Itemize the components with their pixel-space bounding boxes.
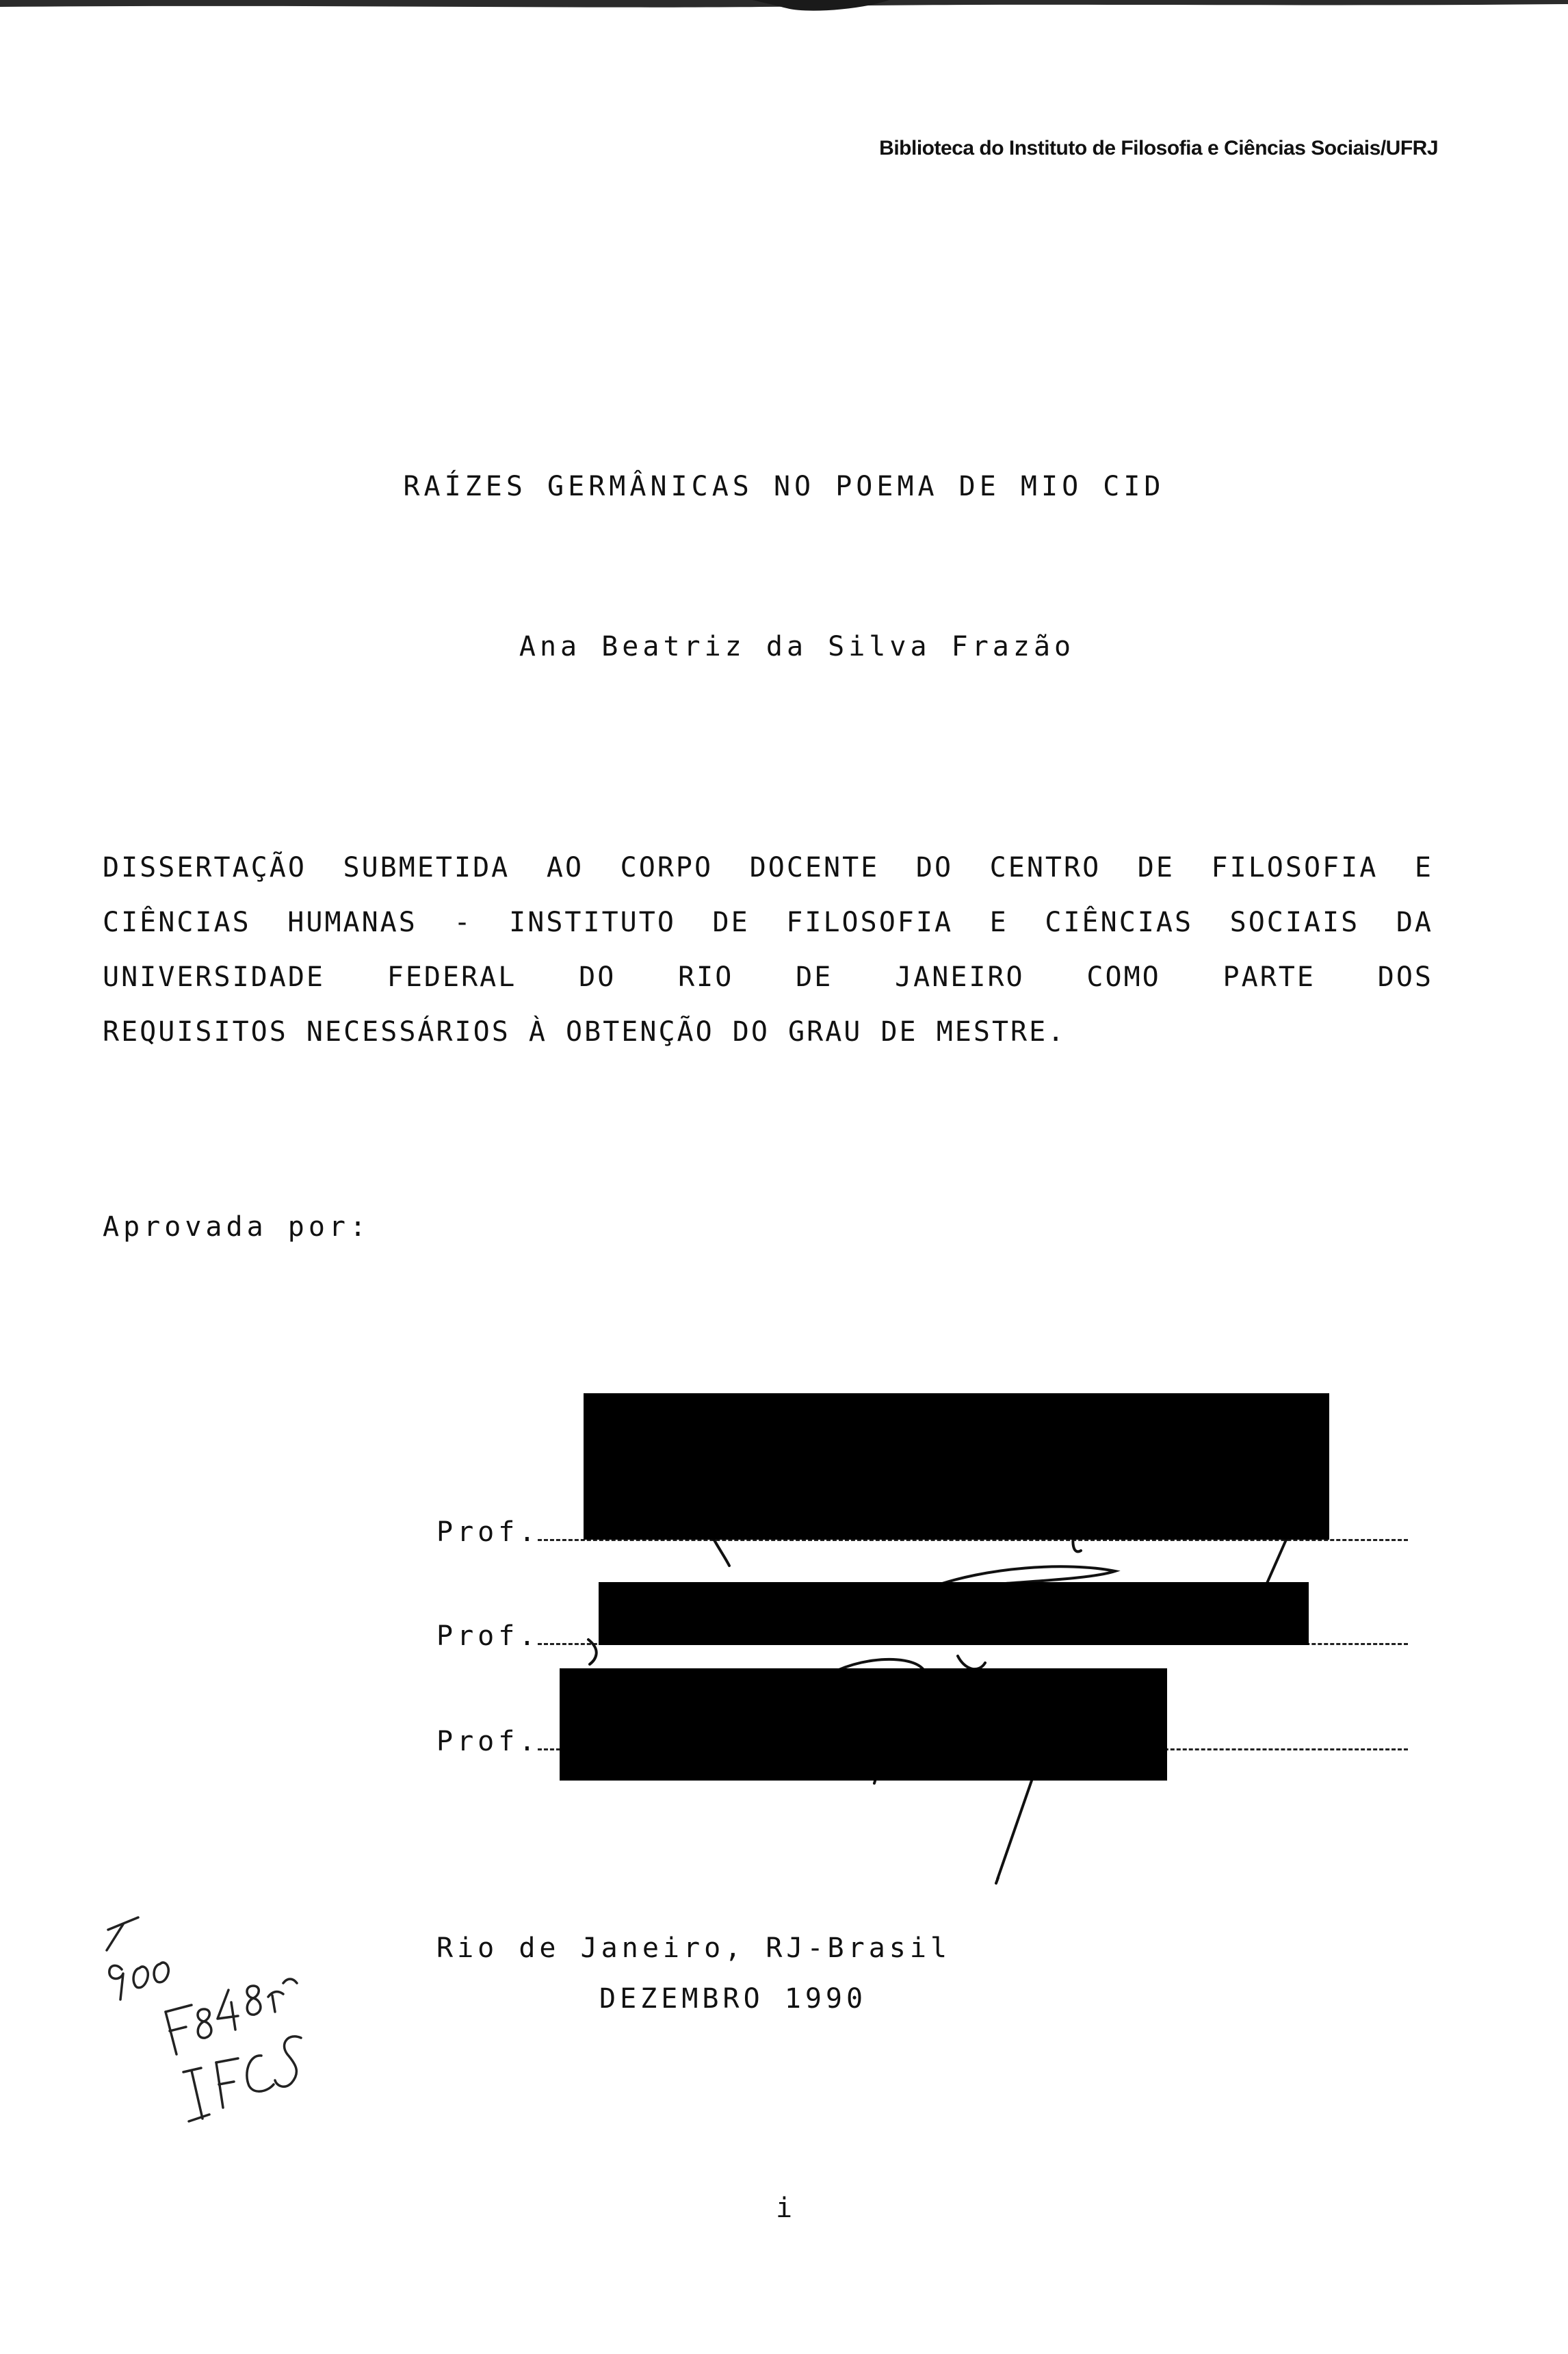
approval-label: Aprovada por: [103, 1211, 371, 1243]
redaction-block-3 [560, 1668, 1167, 1781]
author-name: Ana Beatriz da Silva Frazão [519, 631, 1075, 662]
document-title: RAÍZES GERMÂNICAS NO POEMA DE MIO CID [403, 471, 1165, 502]
scan-edge-shadow [0, 0, 1568, 16]
statement-line: UNIVERSIDADE FEDERAL DO RIO DE JANEIRO COMO PARTE DOS [103, 961, 1433, 993]
redaction-block-2 [599, 1582, 1309, 1645]
signature-prefix: Prof. [436, 1516, 540, 1548]
redaction-block-1 [584, 1393, 1329, 1540]
statement-line: REQUISITOS NECESSÁRIOS À OBTENÇÃO DO GRAU DE MESTRE. [103, 1016, 1067, 1048]
library-stamp: Biblioteca do Instituto de Filosofia e Ciências Sociais/UFRJ [879, 137, 1438, 159]
date-line: DEZEMBRO 1990 [599, 1983, 867, 2015]
handwritten-catalog-note [89, 1909, 315, 2156]
statement-line: DISSERTAÇÃO SUBMETIDA AO CORPO DOCENTE DO CENTRO DE FILOSOFIA E [103, 852, 1433, 883]
signature-prefix: Prof. [436, 1726, 540, 1757]
page-number: i [775, 2193, 793, 2224]
signature-prefix: Prof. [436, 1620, 540, 1652]
place-line: Rio de Janeiro, RJ-Brasil [436, 1932, 952, 1964]
statement-line: CIÊNCIAS HUMANAS - INSTITUTO DE FILOSOFIA E CIÊNCIAS SOCIAIS DA [103, 907, 1433, 938]
dissertation-statement [103, 840, 1433, 1059]
